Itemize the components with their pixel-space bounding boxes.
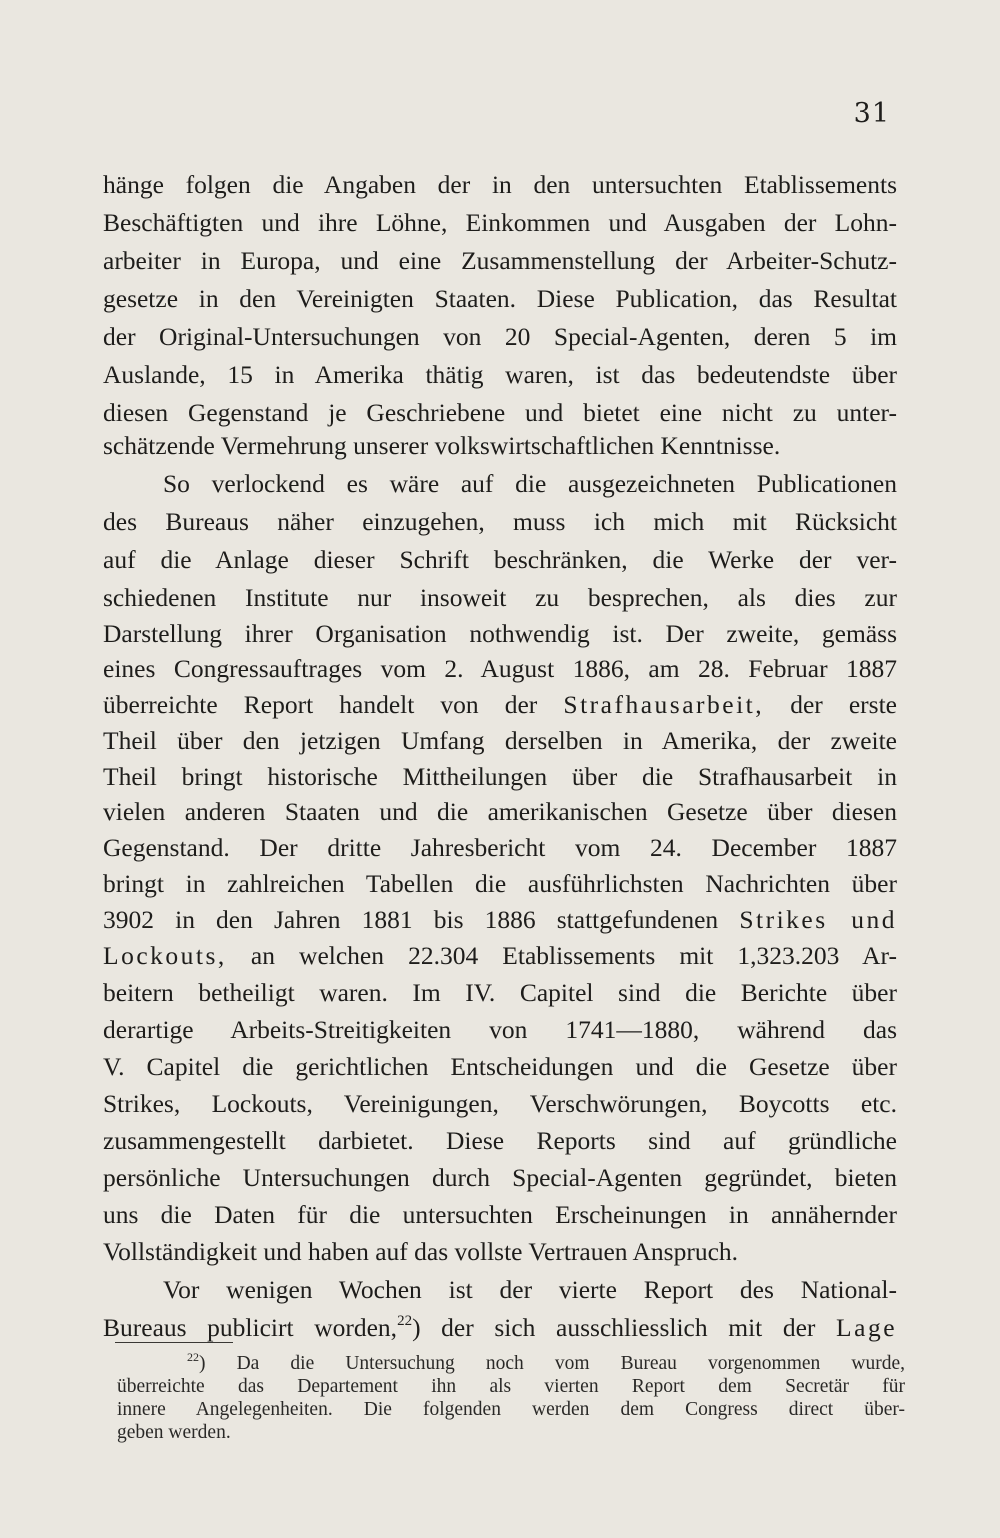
text-segment: ) der sich ausschliesslich mit der: [412, 1313, 816, 1342]
text-line: V. Capitel die gerichtlichen Entscheidungen und die Gesetze über: [103, 1052, 897, 1081]
spaced-emphasis: Lage: [836, 1313, 898, 1342]
text-line: Beschäftigten und ihre Löhne, Einkommen und Ausgaben der Lohn-: [103, 208, 897, 237]
paragraph-start-line: Vor wenigen Wochen ist der vierte Report des National-: [163, 1275, 897, 1304]
text-segment: ) Da die Untersuchung noch vom Bureau vorgenommen wurde,: [199, 1353, 905, 1374]
text-line: auf die Anlage dieser Schrift beschränken, die Werke der ver-: [103, 545, 897, 574]
footnote-line: innere Angelegenheiten. Die folgenden werden dem Congress direct über-: [117, 1399, 905, 1420]
text-segment: an welchen 22.304 Etablissements mit 1,323.203 Ar-: [250, 941, 898, 970]
footnote-divider: [115, 1342, 233, 1343]
text-line: uns die Daten für die untersuchten Erscheinungen in annähernder: [103, 1200, 897, 1229]
text-segment: überreichte Report handelt von der: [103, 690, 538, 719]
text-line: [103, 901, 897, 939]
text-line: hänge folgen die Angaben der in den untersuchten Etablissements: [103, 170, 897, 199]
text-line: gesetze in den Vereinigten Staaten. Diese Publication, das Resultat: [103, 284, 897, 313]
text-line: Theil bringt historische Mittheilungen über die Strafhausarbeit in: [103, 762, 897, 791]
text-line: [103, 937, 897, 975]
text-line: diesen Gegenstand je Geschriebene und bietet eine nicht zu unter-: [103, 398, 897, 427]
text-line: zusammengestellt darbietet. Diese Reports sind auf gründliche: [103, 1126, 897, 1155]
text-line: bringt in zahlreichen Tabellen die ausführlichsten Nachrichten über: [103, 869, 897, 898]
footnote-line: geben werden.: [117, 1422, 231, 1443]
text-line: des Bureaus näher einzugehen, muss ich mich mit Rücksicht: [103, 507, 897, 536]
text-line: vielen anderen Staaten und die amerikanischen Gesetze über diesen: [103, 797, 897, 826]
footnote-line: [187, 1349, 905, 1375]
text-line: schätzende Vermehrung unserer volkswirtschaftlichen Kenntnisse.: [103, 431, 781, 460]
text-segment: 3902 in den Jahren 1881 bis 1886 stattgefundenen: [103, 905, 719, 934]
text-line: der Original-Untersuchungen von 20 Special-Agenten, deren 5 im: [103, 322, 897, 351]
text-segment: Bureaus publicirt worden,: [103, 1313, 398, 1342]
page-number: 31: [853, 98, 890, 129]
text-line: beitern betheiligt waren. Im IV. Capitel sind die Berichte über: [103, 978, 897, 1007]
text-line: Theil über den jetzigen Umfang derselben in Amerika, der zweite: [103, 726, 897, 755]
footnote-reference: 22: [397, 1312, 413, 1329]
text-line: Gegenstand. Der dritte Jahresbericht vom 24. December 1887: [103, 833, 897, 862]
footnote-line: überreichte das Departement ihn als vierten Report dem Secretär für: [117, 1376, 905, 1397]
text-line: arbeiter in Europa, und eine Zusammenstellung der Arbeiter-Schutz-: [103, 246, 897, 275]
text-line: Strikes, Lockouts, Vereinigungen, Verschwörungen, Boycotts etc.: [103, 1089, 897, 1118]
spaced-emphasis: Strafhausarbeit,: [563, 690, 765, 719]
text-line: Auslande, 15 in Amerika thätig waren, ist das bedeutendste über: [103, 360, 897, 389]
spaced-emphasis: Lockouts,: [103, 941, 227, 970]
text-line: Vollständigkeit und haben auf das vollste Vertrauen Anspruch.: [103, 1237, 739, 1266]
footnote-marker: 22: [187, 1349, 199, 1364]
text-line: Darstellung ihrer Organisation nothwendig ist. Der zweite, gemäss: [103, 619, 897, 648]
text-line: [103, 686, 897, 724]
text-line: schiedenen Institute nur insoweit zu besprechen, als dies zur: [103, 583, 897, 612]
text-line: derartige Arbeits-Streitigkeiten von 1741—1880, während das: [103, 1015, 897, 1044]
text-segment: der erste: [790, 690, 898, 719]
text-line: eines Congressauftrages vom 2. August 1886, am 28. Februar 1887: [103, 654, 897, 683]
spaced-emphasis: Strikes und: [739, 905, 898, 934]
paragraph-start-line: So verlockend es wäre auf die ausgezeichneten Publicationen: [163, 469, 897, 498]
text-line: persönliche Untersuchungen durch Special-Agenten gegründet, bieten: [103, 1163, 897, 1192]
